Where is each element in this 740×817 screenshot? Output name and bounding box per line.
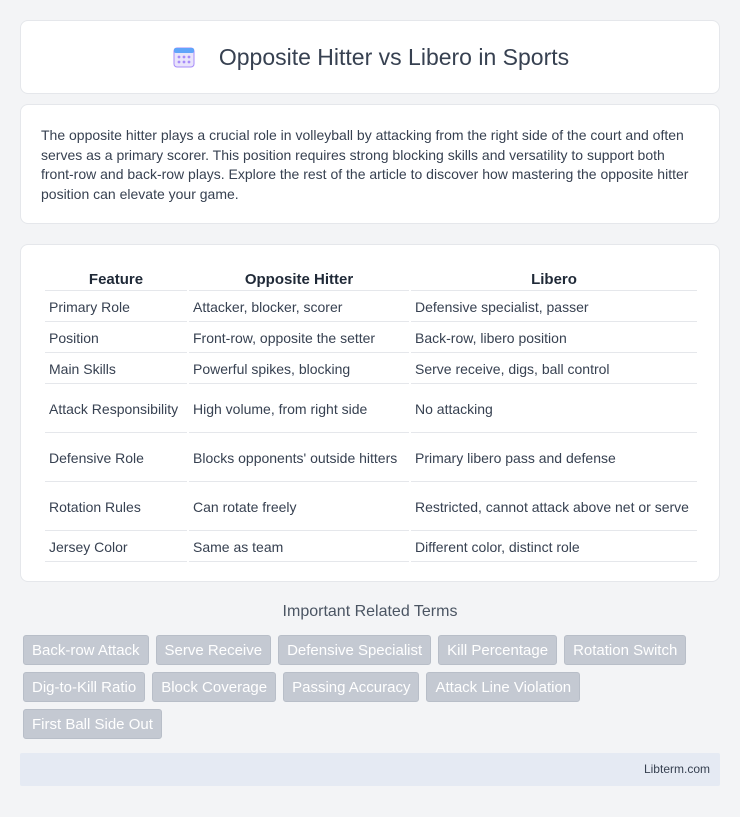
table-cell: Defensive specialist, passer <box>411 293 697 322</box>
table-row <box>45 435 697 482</box>
table-cell: Front-row, opposite the setter <box>189 324 409 353</box>
table-cell: Jersey Color <box>45 533 187 562</box>
tag-dig-to-kill-ratio[interactable]: Dig-to-Kill Ratio <box>23 672 145 702</box>
table-row <box>45 533 697 562</box>
tag-block-coverage[interactable]: Block Coverage <box>152 672 276 702</box>
table-cell: Main Skills <box>45 355 187 384</box>
tag-serve-receive[interactable]: Serve Receive <box>156 635 272 665</box>
table-cell: Defensive Role <box>45 435 187 482</box>
related-terms-tags <box>23 635 723 739</box>
table-cell: Position <box>45 324 187 353</box>
table-cell: Can rotate freely <box>189 484 409 531</box>
table-cell: No attacking <box>411 386 697 433</box>
footer-site-link[interactable]: Libterm.com <box>643 762 710 776</box>
header-feature: Feature <box>45 267 187 291</box>
table-cell: Primary libero pass and defense <box>411 435 697 482</box>
tag-passing-accuracy[interactable]: Passing Accuracy <box>283 672 419 702</box>
tag-kill-percentage[interactable]: Kill Percentage <box>438 635 557 665</box>
header-libero: Libero <box>411 267 697 291</box>
header-opposite-hitter: Opposite Hitter <box>189 267 409 291</box>
table-cell: Attack Responsibility <box>45 386 187 433</box>
table-row <box>45 293 697 322</box>
intro-card <box>20 104 720 224</box>
table-cell: Serve receive, digs, ball control <box>411 355 697 384</box>
table-row <box>45 324 697 353</box>
tag-rotation-switch[interactable]: Rotation Switch <box>564 635 686 665</box>
calendar-grid-icon <box>171 44 197 70</box>
table-cell: Attacker, blocker, scorer <box>189 293 409 322</box>
table-cell: Back-row, libero position <box>411 324 697 353</box>
table-row <box>45 386 697 433</box>
header-card <box>20 20 720 94</box>
tag-back-row-attack[interactable]: Back-row Attack <box>23 635 149 665</box>
table-cell: Blocks opponents' outside hitters <box>189 435 409 482</box>
related-terms-title: Important Related Terms <box>282 603 458 620</box>
table-header-row <box>45 267 697 291</box>
page-title: Opposite Hitter vs Libero in Sports <box>218 43 570 70</box>
tag-first-ball-side-out[interactable]: First Ball Side Out <box>23 709 162 739</box>
comparison-table <box>43 265 699 564</box>
table-cell: Primary Role <box>45 293 187 322</box>
footer <box>20 753 720 786</box>
table-cell: High volume, from right side <box>189 386 409 433</box>
tag-attack-line-violation[interactable]: Attack Line Violation <box>426 672 580 702</box>
table-row <box>45 355 697 384</box>
table-cell: Different color, distinct role <box>411 533 697 562</box>
table-cell: Rotation Rules <box>45 484 187 531</box>
tag-defensive-specialist[interactable]: Defensive Specialist <box>278 635 431 665</box>
table-cell: Restricted, cannot attack above net or serve <box>411 484 697 531</box>
comparison-table-card <box>20 244 720 582</box>
intro-paragraph: The opposite hitter plays a crucial role in volleyball by attacking from the right side of the court and often serves as a primary scorer. This position requires strong blocking skills and versatility to support both front-row and back-row plays. Explore the rest of the article to discover how mastering the opposite hitter position can elevate your game. <box>41 127 689 202</box>
table-row <box>45 484 697 531</box>
table-cell: Same as team <box>189 533 409 562</box>
table-cell: Powerful spikes, blocking <box>189 355 409 384</box>
